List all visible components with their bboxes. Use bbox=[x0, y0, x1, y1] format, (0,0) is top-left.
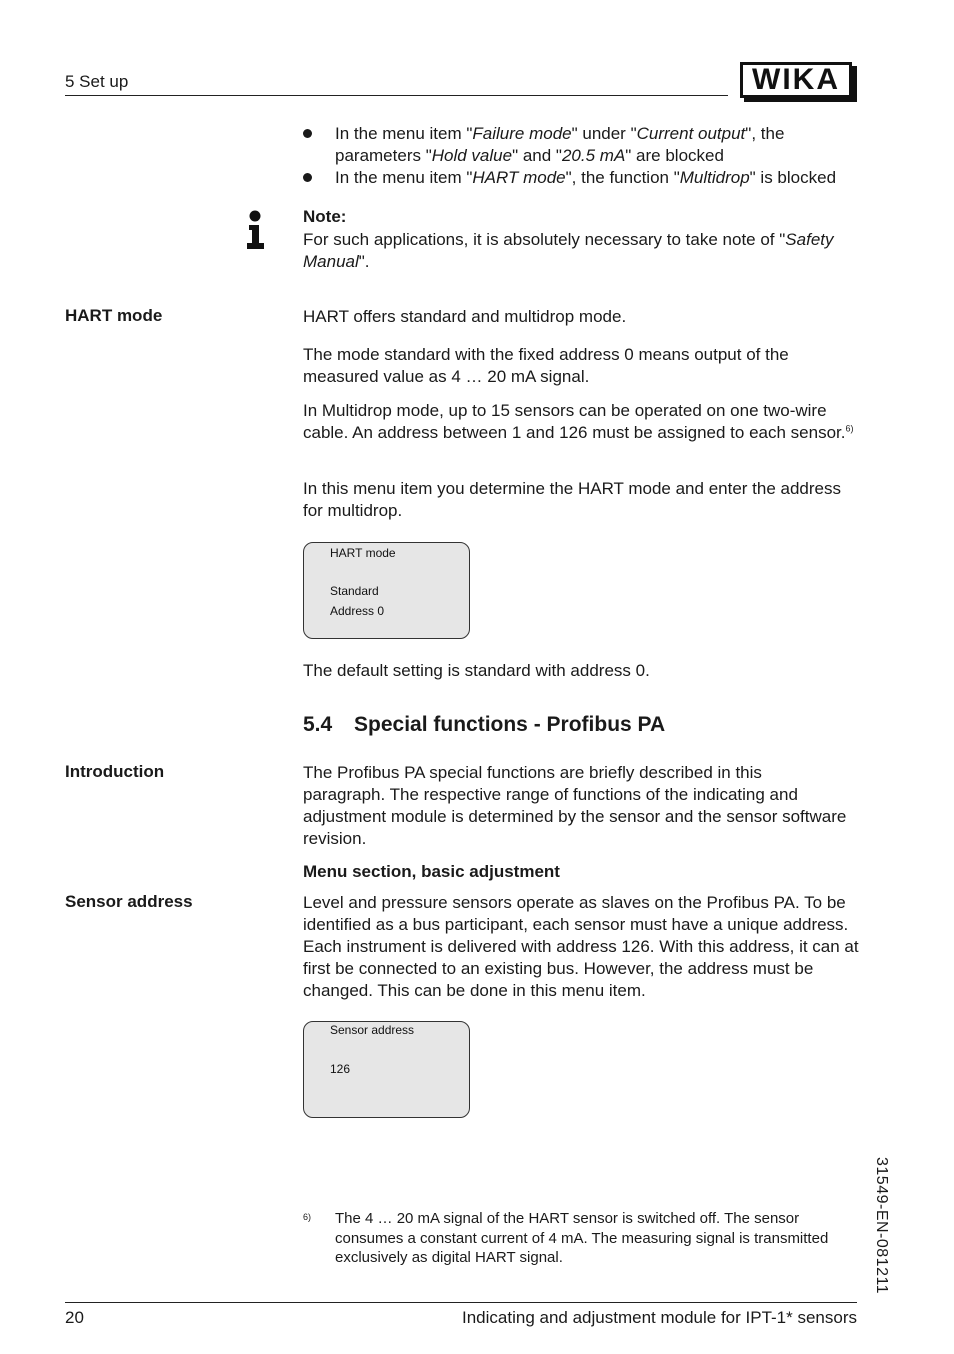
hart-mode-display bbox=[303, 542, 470, 639]
document-code: 31549-EN-081211 bbox=[873, 1157, 890, 1295]
hart-mode-p2: The mode standard with the fixed address 0 means output of the measured value as 4 … 20 mA signal. bbox=[303, 345, 789, 386]
wika-logo: WIKA bbox=[740, 62, 852, 98]
bullet-item-failure-mode: In the menu item "Failure mode" under "Current output", the parameters "Hold value" and "20.5 mA" are blocked bbox=[335, 124, 785, 165]
logo-shadow-bottom bbox=[744, 98, 857, 102]
sensor-address-display bbox=[303, 1021, 470, 1118]
footnote-mark: 6) bbox=[303, 1212, 312, 1222]
hart-mode-label: HART mode bbox=[65, 306, 163, 325]
section-title: Special functions - Profibus PA bbox=[354, 713, 666, 736]
display-title: Sensor address bbox=[330, 1023, 415, 1037]
section-heading bbox=[303, 713, 665, 737]
section-number: 5.4 bbox=[303, 713, 333, 736]
logo-shadow bbox=[852, 66, 857, 102]
bullet-item-hart-mode: In the menu item "HART mode", the function "Multidrop" is blocked bbox=[335, 168, 837, 187]
note-text: For such applications, it is absolutely necessary to take note of "Safety Manual". bbox=[303, 230, 834, 271]
header-section: 5 Set up bbox=[65, 72, 129, 91]
page-number: 20 bbox=[65, 1308, 84, 1327]
introduction-text: The Profibus PA special functions are briefly described in this paragraph. The respective range of functions of the indicating and adjustment module is determined by the sensor and the sensor software revision. bbox=[303, 763, 847, 848]
footer-title: Indicating and adjustment module for IPT-1* sensors bbox=[462, 1308, 857, 1327]
footnote-ref[interactable]: 6) bbox=[845, 423, 854, 434]
footnote-text: The 4 … 20 mA signal of the HART sensor is switched off. The sensor consumes a constant current of 4 mA. The measuring signal is transmitted exclusively as digital HART signal. bbox=[335, 1210, 829, 1266]
hart-mode-p3: In Multidrop mode, up to 15 sensors can be operated on one two-wire cable. An address between 1 and 126 must be assigned to each sensor.$^{6)}$ bbox=[303, 401, 854, 442]
note-title: Note: bbox=[303, 207, 347, 226]
sensor-address-label: Sensor address bbox=[65, 892, 193, 911]
display-mode-value: Standard bbox=[330, 584, 379, 598]
hart-mode-default: The default setting is standard with address 0. bbox=[303, 661, 650, 680]
menu-section-heading: Menu section, basic adjustment bbox=[303, 862, 560, 881]
display-title: HART mode bbox=[330, 546, 396, 560]
footer-divider bbox=[65, 1302, 857, 1303]
display-address-value: 126 bbox=[330, 1062, 351, 1076]
introduction-label: Introduction bbox=[65, 762, 165, 781]
bullet-icon bbox=[303, 173, 312, 182]
display-address-value: Address 0 bbox=[330, 604, 385, 618]
info-icon bbox=[246, 210, 264, 250]
hart-mode-p1: HART offers standard and multidrop mode. bbox=[303, 307, 627, 326]
sensor-address-text: Level and pressure sensors operate as slaves on the Profibus PA. To be identified as a bus participant, each sensor must have a unique address. Each instrument is delivered with address 126. With this address, it can at first be connected to an existing bus. However, the address must be changed. This can be done in this menu item. bbox=[303, 893, 859, 1000]
bullet-icon bbox=[303, 129, 312, 138]
hart-mode-p4: In this menu item you determine the HART mode and enter the address for multidrop. bbox=[303, 479, 841, 520]
header-divider bbox=[65, 95, 728, 96]
